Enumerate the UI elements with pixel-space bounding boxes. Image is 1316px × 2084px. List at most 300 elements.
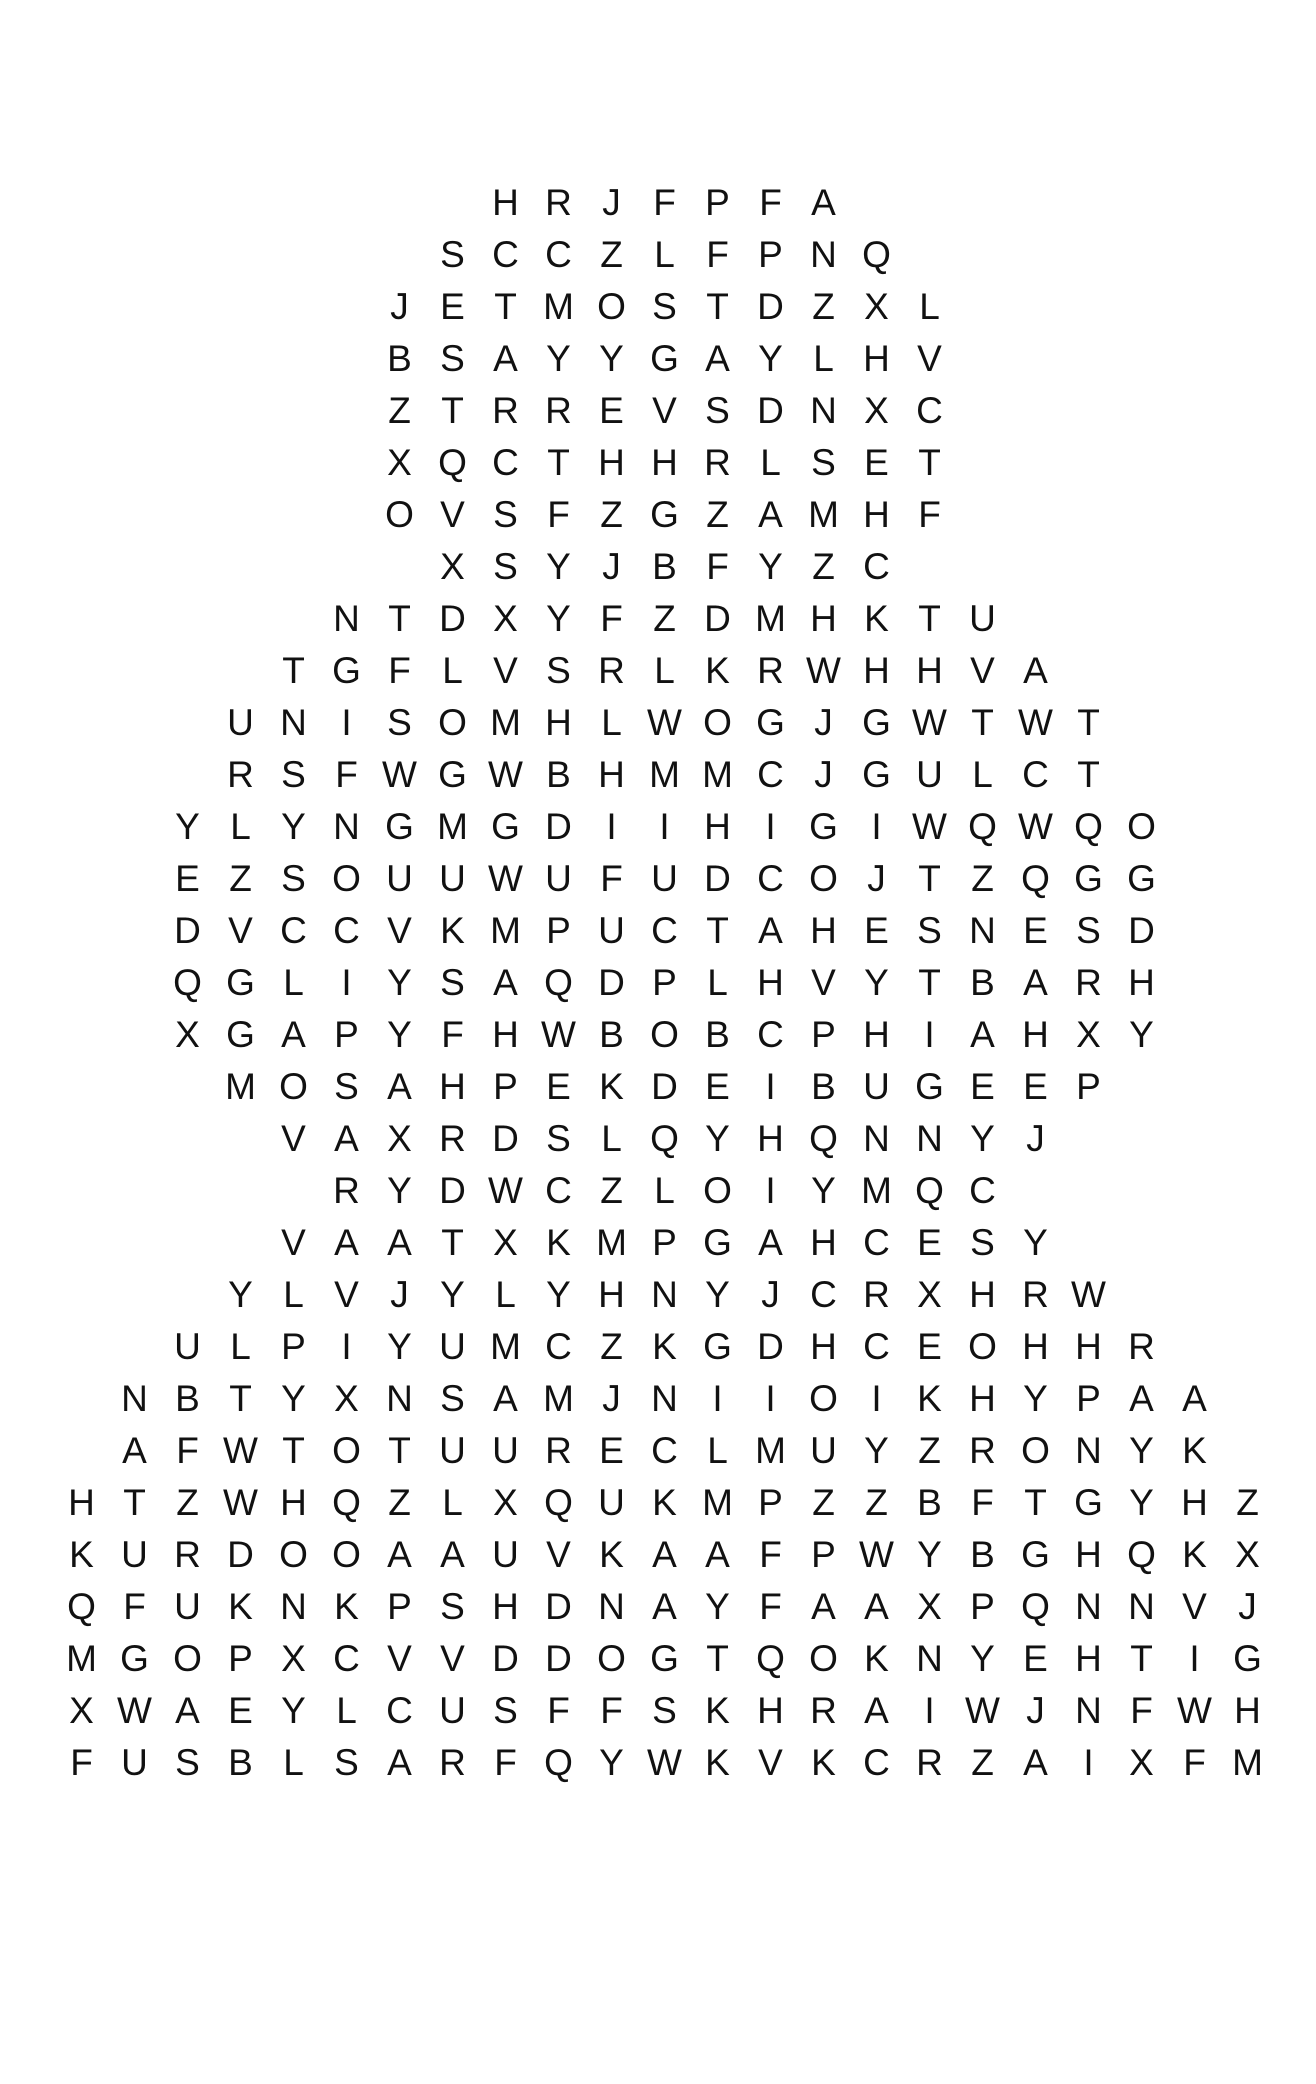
grid-cell[interactable]: B: [652, 546, 677, 587]
grid-cell[interactable]: O: [1127, 806, 1156, 847]
grid-cell[interactable]: N: [1075, 1690, 1102, 1731]
grid-cell[interactable]: E: [917, 1326, 942, 1367]
grid-cell[interactable]: G: [226, 1014, 255, 1055]
grid-cell[interactable]: C: [757, 754, 784, 795]
grid-cell[interactable]: Y: [864, 962, 889, 1003]
grid-cell[interactable]: G: [809, 806, 838, 847]
grid-cell[interactable]: M: [543, 286, 574, 327]
grid-cell[interactable]: B: [228, 1742, 253, 1783]
grid-cell[interactable]: Q: [173, 962, 202, 1003]
grid-cell[interactable]: C: [916, 390, 943, 431]
grid-cell[interactable]: M: [702, 754, 733, 795]
grid-cell[interactable]: C: [969, 1170, 996, 1211]
grid-cell[interactable]: W: [1018, 806, 1053, 847]
grid-cell[interactable]: Q: [862, 234, 891, 275]
grid-cell[interactable]: C: [545, 234, 572, 275]
grid-cell[interactable]: V: [917, 338, 942, 379]
grid-cell[interactable]: L: [601, 1118, 622, 1159]
grid-cell[interactable]: U: [174, 1326, 201, 1367]
grid-cell[interactable]: K: [864, 1638, 889, 1679]
grid-cell[interactable]: R: [598, 650, 625, 691]
grid-cell[interactable]: B: [970, 1534, 995, 1575]
grid-cell[interactable]: C: [545, 1170, 572, 1211]
grid-cell[interactable]: S: [493, 1690, 518, 1731]
grid-cell[interactable]: K: [705, 1742, 730, 1783]
grid-cell[interactable]: G: [915, 1066, 944, 1107]
grid-cell[interactable]: L: [654, 1170, 675, 1211]
grid-cell[interactable]: S: [811, 442, 836, 483]
grid-cell[interactable]: U: [810, 1430, 837, 1471]
grid-cell[interactable]: Z: [388, 1482, 411, 1523]
grid-cell[interactable]: Q: [67, 1586, 96, 1627]
grid-cell[interactable]: N: [916, 1118, 943, 1159]
grid-cell[interactable]: P: [652, 1222, 677, 1263]
grid-cell[interactable]: H: [545, 702, 572, 743]
grid-cell[interactable]: W: [223, 1430, 258, 1471]
grid-cell[interactable]: N: [863, 1118, 890, 1159]
grid-cell[interactable]: N: [280, 702, 307, 743]
grid-cell[interactable]: Y: [758, 546, 783, 587]
grid-cell[interactable]: K: [69, 1534, 94, 1575]
grid-cell[interactable]: M: [755, 1430, 786, 1471]
grid-cell[interactable]: Y: [1129, 1014, 1154, 1055]
grid-cell[interactable]: U: [121, 1742, 148, 1783]
grid-cell[interactable]: F: [706, 546, 729, 587]
grid-cell[interactable]: U: [439, 1326, 466, 1367]
grid-cell[interactable]: D: [704, 858, 731, 899]
grid-cell[interactable]: J: [1238, 1586, 1257, 1627]
grid-cell[interactable]: Y: [705, 1586, 730, 1627]
grid-cell[interactable]: M: [437, 806, 468, 847]
grid-cell[interactable]: Y: [387, 1170, 412, 1211]
grid-cell[interactable]: P: [811, 1014, 836, 1055]
grid-cell[interactable]: L: [230, 806, 251, 847]
grid-cell[interactable]: K: [705, 650, 730, 691]
grid-cell[interactable]: E: [864, 442, 889, 483]
grid-cell[interactable]: I: [1189, 1638, 1200, 1679]
grid-cell[interactable]: D: [545, 1586, 572, 1627]
grid-cell[interactable]: V: [440, 1638, 465, 1679]
grid-cell[interactable]: E: [599, 1430, 624, 1471]
grid-cell[interactable]: Y: [970, 1118, 995, 1159]
grid-cell[interactable]: W: [117, 1690, 152, 1731]
grid-cell[interactable]: T: [547, 442, 570, 483]
grid-cell[interactable]: B: [705, 1014, 730, 1055]
grid-cell[interactable]: J: [602, 546, 621, 587]
grid-cell[interactable]: W: [1071, 1274, 1106, 1315]
grid-cell[interactable]: W: [541, 1014, 576, 1055]
grid-cell[interactable]: Z: [600, 1170, 623, 1211]
grid-cell[interactable]: W: [647, 702, 682, 743]
grid-cell[interactable]: W: [488, 1170, 523, 1211]
grid-cell[interactable]: T: [282, 1430, 305, 1471]
grid-cell[interactable]: F: [653, 182, 676, 223]
grid-cell[interactable]: V: [652, 390, 677, 431]
grid-cell[interactable]: J: [814, 702, 833, 743]
grid-cell[interactable]: H: [1022, 1014, 1049, 1055]
grid-cell[interactable]: B: [599, 1014, 624, 1055]
grid-cell[interactable]: X: [864, 390, 889, 431]
grid-cell[interactable]: Q: [332, 1482, 361, 1523]
grid-cell[interactable]: Y: [705, 1118, 730, 1159]
grid-cell[interactable]: U: [227, 702, 254, 743]
grid-cell[interactable]: J: [390, 1274, 409, 1315]
grid-cell[interactable]: W: [382, 754, 417, 795]
grid-cell[interactable]: D: [439, 1170, 466, 1211]
grid-cell[interactable]: H: [68, 1482, 95, 1523]
grid-cell[interactable]: I: [765, 1170, 776, 1211]
grid-cell[interactable]: L: [654, 234, 675, 275]
grid-cell[interactable]: G: [756, 702, 785, 743]
grid-cell[interactable]: A: [1182, 1378, 1207, 1419]
grid-cell[interactable]: U: [598, 1482, 625, 1523]
grid-cell[interactable]: P: [493, 1066, 518, 1107]
grid-cell[interactable]: Z: [812, 546, 835, 587]
grid-cell[interactable]: F: [759, 1586, 782, 1627]
grid-cell[interactable]: Q: [915, 1170, 944, 1211]
grid-cell[interactable]: J: [602, 1378, 621, 1419]
grid-cell[interactable]: T: [1077, 702, 1100, 743]
grid-cell[interactable]: J: [602, 182, 621, 223]
grid-cell[interactable]: Z: [918, 1430, 941, 1471]
grid-cell[interactable]: O: [809, 1638, 838, 1679]
grid-cell[interactable]: W: [912, 702, 947, 743]
grid-cell[interactable]: G: [862, 702, 891, 743]
grid-cell[interactable]: N: [280, 1586, 307, 1627]
grid-cell[interactable]: K: [1182, 1534, 1207, 1575]
grid-cell[interactable]: T: [706, 1638, 729, 1679]
grid-cell[interactable]: Q: [809, 1118, 838, 1159]
grid-cell[interactable]: M: [543, 1378, 574, 1419]
grid-cell[interactable]: G: [650, 1638, 679, 1679]
grid-cell[interactable]: F: [706, 234, 729, 275]
grid-cell[interactable]: O: [597, 286, 626, 327]
grid-cell[interactable]: K: [228, 1586, 253, 1627]
grid-cell[interactable]: G: [332, 650, 361, 691]
grid-cell[interactable]: C: [757, 858, 784, 899]
grid-cell[interactable]: F: [441, 1014, 464, 1055]
grid-cell[interactable]: H: [1075, 1326, 1102, 1367]
grid-cell[interactable]: T: [918, 442, 941, 483]
grid-cell[interactable]: K: [917, 1378, 942, 1419]
grid-cell[interactable]: S: [281, 858, 306, 899]
grid-cell[interactable]: P: [334, 1014, 359, 1055]
grid-cell[interactable]: Q: [438, 442, 467, 483]
grid-cell[interactable]: G: [1233, 1638, 1262, 1679]
grid-cell[interactable]: Y: [546, 598, 571, 639]
grid-cell[interactable]: A: [1129, 1378, 1154, 1419]
grid-cell[interactable]: R: [439, 1742, 466, 1783]
grid-cell[interactable]: R: [863, 1274, 890, 1315]
grid-cell[interactable]: J: [814, 754, 833, 795]
grid-cell[interactable]: S: [334, 1742, 359, 1783]
grid-cell[interactable]: Y: [864, 1430, 889, 1471]
grid-cell[interactable]: X: [440, 546, 465, 587]
grid-cell[interactable]: L: [442, 650, 463, 691]
grid-cell[interactable]: V: [387, 910, 412, 951]
grid-cell[interactable]: U: [492, 1534, 519, 1575]
grid-cell[interactable]: Z: [600, 494, 623, 535]
grid-cell[interactable]: S: [334, 1066, 359, 1107]
grid-cell[interactable]: H: [1022, 1326, 1049, 1367]
grid-cell[interactable]: A: [970, 1014, 995, 1055]
grid-cell[interactable]: V: [228, 910, 253, 951]
grid-cell[interactable]: K: [864, 598, 889, 639]
grid-cell[interactable]: A: [1023, 1742, 1048, 1783]
grid-cell[interactable]: U: [863, 1066, 890, 1107]
grid-cell[interactable]: Z: [971, 858, 994, 899]
grid-cell[interactable]: H: [651, 442, 678, 483]
grid-cell[interactable]: U: [439, 858, 466, 899]
grid-cell[interactable]: T: [229, 1378, 252, 1419]
grid-cell[interactable]: N: [386, 1378, 413, 1419]
grid-cell[interactable]: N: [969, 910, 996, 951]
grid-cell[interactable]: A: [1023, 962, 1048, 1003]
grid-cell[interactable]: Y: [281, 806, 306, 847]
grid-cell[interactable]: P: [652, 962, 677, 1003]
grid-cell[interactable]: R: [1075, 962, 1102, 1003]
grid-cell[interactable]: A: [387, 1066, 412, 1107]
grid-cell[interactable]: R: [174, 1534, 201, 1575]
grid-cell[interactable]: D: [492, 1638, 519, 1679]
grid-cell[interactable]: Y: [1023, 1378, 1048, 1419]
grid-cell[interactable]: L: [495, 1274, 516, 1315]
grid-cell[interactable]: R: [916, 1742, 943, 1783]
grid-cell[interactable]: H: [810, 598, 837, 639]
grid-cell[interactable]: F: [1130, 1690, 1153, 1731]
grid-cell[interactable]: T: [1024, 1482, 1047, 1523]
grid-cell[interactable]: D: [757, 286, 784, 327]
grid-cell[interactable]: A: [758, 1222, 783, 1263]
grid-cell[interactable]: Q: [544, 962, 573, 1003]
grid-cell[interactable]: N: [333, 806, 360, 847]
grid-cell[interactable]: A: [281, 1014, 306, 1055]
grid-cell[interactable]: A: [652, 1534, 677, 1575]
grid-cell[interactable]: G: [1021, 1534, 1050, 1575]
grid-cell[interactable]: S: [175, 1742, 200, 1783]
grid-cell[interactable]: V: [281, 1118, 306, 1159]
grid-cell[interactable]: I: [341, 1326, 352, 1367]
grid-cell[interactable]: Y: [705, 1274, 730, 1315]
grid-cell[interactable]: U: [174, 1586, 201, 1627]
grid-cell[interactable]: Z: [812, 1482, 835, 1523]
grid-cell[interactable]: N: [121, 1378, 148, 1419]
grid-cell[interactable]: A: [493, 338, 518, 379]
grid-cell[interactable]: L: [283, 962, 304, 1003]
grid-cell[interactable]: A: [387, 1534, 412, 1575]
grid-cell[interactable]: A: [493, 962, 518, 1003]
grid-cell[interactable]: R: [1022, 1274, 1049, 1315]
grid-cell[interactable]: W: [1018, 702, 1053, 743]
grid-cell[interactable]: R: [757, 650, 784, 691]
grid-cell[interactable]: C: [863, 1742, 890, 1783]
grid-cell[interactable]: M: [225, 1066, 256, 1107]
grid-cell[interactable]: Y: [387, 1326, 412, 1367]
grid-cell[interactable]: T: [706, 910, 729, 951]
grid-cell[interactable]: H: [757, 962, 784, 1003]
grid-cell[interactable]: K: [652, 1326, 677, 1367]
grid-cell[interactable]: Q: [1127, 1534, 1156, 1575]
grid-cell[interactable]: M: [66, 1638, 97, 1679]
grid-cell[interactable]: H: [863, 1014, 890, 1055]
grid-cell[interactable]: L: [336, 1690, 357, 1731]
grid-cell[interactable]: V: [281, 1222, 306, 1263]
grid-cell[interactable]: C: [545, 1326, 572, 1367]
grid-cell[interactable]: E: [1023, 1066, 1048, 1107]
grid-cell[interactable]: N: [1075, 1430, 1102, 1471]
grid-cell[interactable]: A: [705, 338, 730, 379]
grid-cell[interactable]: Z: [971, 1742, 994, 1783]
grid-cell[interactable]: U: [969, 598, 996, 639]
grid-cell[interactable]: R: [1128, 1326, 1155, 1367]
grid-cell[interactable]: N: [810, 390, 837, 431]
grid-cell[interactable]: O: [703, 1170, 732, 1211]
grid-cell[interactable]: I: [659, 806, 670, 847]
grid-cell[interactable]: M: [702, 1482, 733, 1523]
grid-cell[interactable]: W: [806, 650, 841, 691]
grid-cell[interactable]: P: [1076, 1378, 1101, 1419]
grid-cell[interactable]: N: [1075, 1586, 1102, 1627]
grid-cell[interactable]: U: [386, 858, 413, 899]
grid-cell[interactable]: I: [765, 1066, 776, 1107]
grid-cell[interactable]: N: [810, 234, 837, 275]
grid-cell[interactable]: M: [490, 1326, 521, 1367]
grid-cell[interactable]: L: [707, 1430, 728, 1471]
grid-cell[interactable]: V: [758, 1742, 783, 1783]
grid-cell[interactable]: X: [281, 1638, 306, 1679]
grid-cell[interactable]: H: [439, 1066, 466, 1107]
grid-cell[interactable]: U: [492, 1430, 519, 1471]
grid-cell[interactable]: Z: [388, 390, 411, 431]
grid-cell[interactable]: Y: [599, 338, 624, 379]
grid-cell[interactable]: K: [599, 1534, 624, 1575]
grid-cell[interactable]: S: [493, 546, 518, 587]
grid-cell[interactable]: K: [652, 1482, 677, 1523]
grid-cell[interactable]: S: [546, 650, 571, 691]
grid-cell[interactable]: C: [1022, 754, 1049, 795]
grid-cell[interactable]: N: [598, 1586, 625, 1627]
grid-cell[interactable]: Q: [544, 1742, 573, 1783]
grid-cell[interactable]: O: [809, 858, 838, 899]
grid-cell[interactable]: D: [598, 962, 625, 1003]
grid-cell[interactable]: U: [651, 858, 678, 899]
grid-cell[interactable]: A: [387, 1222, 412, 1263]
grid-cell[interactable]: P: [970, 1586, 995, 1627]
grid-cell[interactable]: G: [1074, 1482, 1103, 1523]
grid-cell[interactable]: A: [334, 1118, 359, 1159]
grid-cell[interactable]: H: [1075, 1638, 1102, 1679]
grid-cell[interactable]: V: [334, 1274, 359, 1315]
grid-cell[interactable]: Y: [546, 546, 571, 587]
grid-cell[interactable]: C: [651, 1430, 678, 1471]
grid-cell[interactable]: K: [440, 910, 465, 951]
grid-cell[interactable]: Y: [546, 338, 571, 379]
grid-cell[interactable]: X: [387, 442, 412, 483]
grid-cell[interactable]: H: [492, 1586, 519, 1627]
grid-cell[interactable]: S: [440, 962, 465, 1003]
grid-cell[interactable]: A: [705, 1534, 730, 1575]
grid-cell[interactable]: T: [1077, 754, 1100, 795]
grid-cell[interactable]: R: [492, 390, 519, 431]
grid-cell[interactable]: D: [545, 1638, 572, 1679]
grid-cell[interactable]: P: [1076, 1066, 1101, 1107]
grid-cell[interactable]: O: [332, 1430, 361, 1471]
grid-cell[interactable]: S: [917, 910, 942, 951]
grid-cell[interactable]: I: [871, 806, 882, 847]
grid-cell[interactable]: B: [546, 754, 571, 795]
grid-cell[interactable]: H: [598, 754, 625, 795]
grid-cell[interactable]: V: [1182, 1586, 1207, 1627]
grid-cell[interactable]: P: [387, 1586, 412, 1627]
grid-cell[interactable]: Q: [544, 1482, 573, 1523]
grid-cell[interactable]: C: [757, 1014, 784, 1055]
grid-cell[interactable]: O: [279, 1534, 308, 1575]
grid-cell[interactable]: O: [438, 702, 467, 743]
grid-cell[interactable]: O: [279, 1066, 308, 1107]
grid-cell[interactable]: Z: [653, 598, 676, 639]
grid-cell[interactable]: U: [439, 1430, 466, 1471]
grid-cell[interactable]: W: [488, 858, 523, 899]
grid-cell[interactable]: O: [650, 1014, 679, 1055]
grid-cell[interactable]: Y: [387, 1014, 412, 1055]
grid-cell[interactable]: A: [758, 910, 783, 951]
grid-cell[interactable]: D: [1128, 910, 1155, 951]
grid-cell[interactable]: C: [386, 1690, 413, 1731]
grid-cell[interactable]: C: [333, 910, 360, 951]
grid-cell[interactable]: S: [652, 1690, 677, 1731]
grid-cell[interactable]: R: [704, 442, 731, 483]
grid-cell[interactable]: V: [440, 494, 465, 535]
grid-cell[interactable]: N: [651, 1378, 678, 1419]
grid-cell[interactable]: A: [864, 1690, 889, 1731]
grid-cell[interactable]: U: [121, 1534, 148, 1575]
grid-cell[interactable]: B: [175, 1378, 200, 1419]
grid-cell[interactable]: T: [918, 962, 941, 1003]
grid-cell[interactable]: F: [335, 754, 358, 795]
grid-cell[interactable]: D: [492, 1118, 519, 1159]
grid-cell[interactable]: O: [173, 1638, 202, 1679]
grid-cell[interactable]: Y: [281, 1378, 306, 1419]
grid-cell[interactable]: H: [969, 1378, 996, 1419]
grid-cell[interactable]: V: [387, 1638, 412, 1679]
grid-cell[interactable]: D: [439, 598, 466, 639]
grid-cell[interactable]: W: [965, 1690, 1000, 1731]
grid-cell[interactable]: L: [972, 754, 993, 795]
grid-cell[interactable]: M: [1232, 1742, 1263, 1783]
grid-cell[interactable]: G: [703, 1222, 732, 1263]
grid-cell[interactable]: E: [175, 858, 200, 899]
grid-cell[interactable]: X: [917, 1586, 942, 1627]
grid-cell[interactable]: Y: [387, 962, 412, 1003]
grid-cell[interactable]: J: [1026, 1118, 1045, 1159]
grid-cell[interactable]: D: [174, 910, 201, 951]
grid-cell[interactable]: H: [863, 338, 890, 379]
grid-cell[interactable]: H: [916, 650, 943, 691]
grid-cell[interactable]: R: [545, 182, 572, 223]
grid-cell[interactable]: B: [917, 1482, 942, 1523]
grid-cell[interactable]: O: [332, 858, 361, 899]
grid-cell[interactable]: M: [649, 754, 680, 795]
grid-cell[interactable]: T: [441, 390, 464, 431]
grid-cell[interactable]: H: [757, 1118, 784, 1159]
grid-cell[interactable]: W: [912, 806, 947, 847]
grid-cell[interactable]: X: [493, 1482, 518, 1523]
grid-cell[interactable]: G: [226, 962, 255, 1003]
grid-cell[interactable]: A: [440, 1534, 465, 1575]
grid-cell[interactable]: D: [757, 390, 784, 431]
grid-cell[interactable]: X: [1129, 1742, 1154, 1783]
grid-cell[interactable]: F: [1183, 1742, 1206, 1783]
